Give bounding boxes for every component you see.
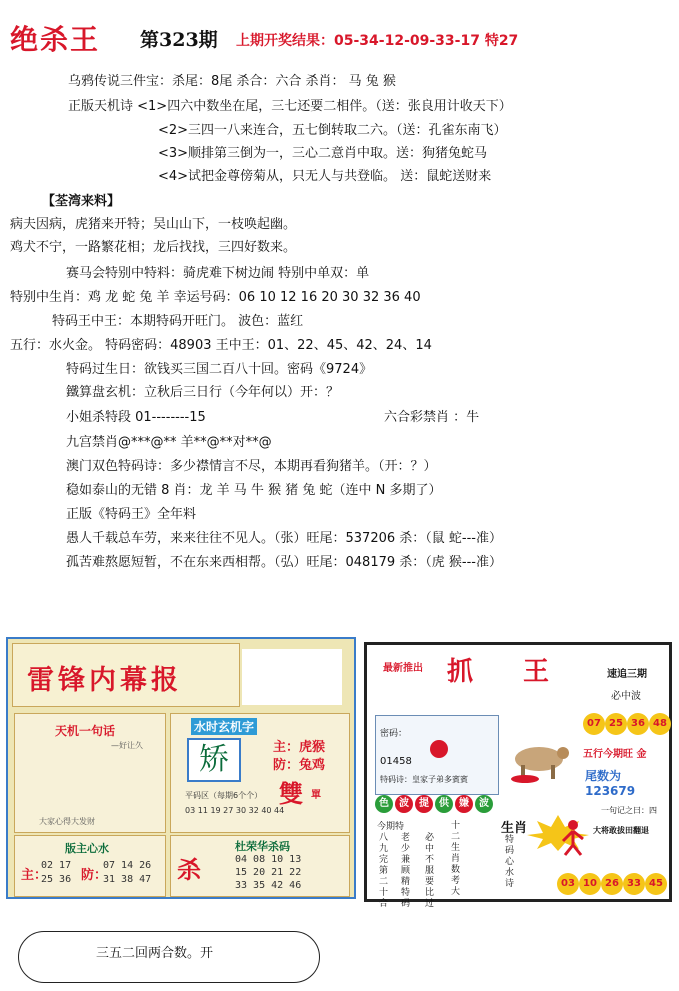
bizhong-label: 必中波 [611,691,641,702]
dujia-box [170,835,350,897]
line-abacus: 鐵算盘玄机：立秋后三日行（今年何以）开：？ [66,385,340,400]
line-poem-4: <4>试把金尊傍菊从，只无人与共登临。 送：鼠蛇送财来 [158,169,492,184]
ball-bottom-4: 33 [623,873,645,895]
line-annual-1: 愚人千载总车劳，来来往往不见人。（张）旺尾：537206 杀：（鼠 蛇---准） [66,531,502,546]
jin-qi-label: 今期特 [377,822,405,832]
brand-title: 绝杀王 [10,23,101,56]
ball-bottom-3: 26 [601,873,623,895]
tianji-box [14,713,166,833]
poster-leifeng-title: 雷锋内幕报 [27,665,182,696]
tema-xin-shui: 特码心水诗 [505,835,515,889]
line-birthday: 特码过生日：欲钱买三国二百八十回。密码《9724》 [66,362,373,377]
poster-leifeng-header [12,643,240,707]
line-poem-2: <2>三四一八来连合，五七倒转取二六。（送：孔雀东南飞） [158,123,507,138]
xuanji-box [170,713,350,833]
note-text-2: 大将敢拔田翻退 [593,826,649,835]
dancer-icon [559,819,587,855]
xuanji-label: 水时玄机字 [191,718,257,735]
poster-leifeng [6,637,356,899]
line-poem-3: <3>顺排第三倒为一，三心二意肖中取。送：狗猪兔蛇马 [158,146,488,161]
mini-note: 大家心得大发财 [39,817,95,826]
line-poem-1: 正版天机诗 <1>四六中数坐在尾，三七还要二相伴。（送：张良用计收天下） [68,99,512,114]
zhu-numbers-1: 02 17 [41,860,72,871]
banzhu-label: 版主心水 [65,842,109,855]
ball-bottom-2: 10 [579,873,601,895]
line-annual-2: 孤苦难熬愿短暂，不在东来西相帮。（弘）旺尾：048179 杀：（虎 猴---准） [66,555,502,570]
pingma-label: 平码区（每期6个个） [185,791,263,800]
mima-label: 密码： [380,729,408,739]
chip-2: 波 [395,795,413,813]
issue-number: 第323期 [140,29,218,51]
shuang-char: 雙 [279,780,303,808]
line-quanwan-1: 病夫因病，虎猪来开特；吴山山下，一枝唤起幽。 [10,217,297,232]
zhu-numbers-2: 25 36 [41,874,72,885]
mima-panel [375,715,499,795]
zhu-label: 主： [21,868,48,883]
tema-poem-label: 特码诗：皇家子弟多賓賓 [380,775,468,784]
ball-top-4: 48 [649,713,671,735]
mima-value: 01458 [380,756,412,767]
tianji-sub: —好让久 [111,741,143,750]
chip-3: 提 [415,795,433,813]
column-2: 老少兼顾精特码 [401,833,411,909]
big-character: 矫 [187,738,241,782]
line-macau-poem: 澳门双色特码诗：多少襟情言不尽，本期再看狗猪羊。（开：？） [66,459,437,474]
sha-char: 杀 [177,856,201,884]
line-nine-palace: 九宫禁肖@***@** 羊**@**对**@ [66,435,272,450]
line-forbidden: 六合彩禁肖 ：牛 [384,410,480,425]
bull-illustration [505,729,571,785]
note-text: 一句记之曰：四 [601,806,657,815]
ball-top-2: 25 [605,713,627,735]
fang-label: 防： [81,868,108,883]
poster-zhuawang [364,642,672,909]
main-zhu: 主：虎猴 [273,740,326,755]
fang-numbers-2: 31 38 47 [103,874,152,885]
poster-zhuawang-title: 抓王 [447,657,600,687]
line-lady-kill: 小姐杀特段 01--------15 [66,410,206,425]
weishu-label: 尾数为 123679 [585,769,636,798]
line-tema-king: 特码王中王：本期特码开旺门。 波色：蓝红 [52,314,304,329]
line-five-elements: 五行：水火金。 特码密码：48903 王中王：01、22、45、42、24、14 [10,338,432,353]
section-quanwan: 【荃湾来料】 [42,194,121,209]
tianji-label: 天机一句话 [55,724,116,738]
mima-chip [430,740,448,758]
ball-top-3: 36 [627,713,649,735]
shengxiao-label: 生肖 [501,821,528,836]
ball-bottom-5: 45 [645,873,667,895]
new-badge: 最新推出 [383,663,423,674]
line-three-treasures: 乌鸦传说三件宝：杀尾：8尾 杀合：六合 杀肖： 马 兔 猴 [68,74,396,89]
dujia-row-3: 33 35 42 46 [235,880,302,891]
chip-6: 波 [475,795,493,813]
main-fang: 防：兔鸡 [273,758,326,773]
fang-numbers-1: 07 14 26 [103,860,152,871]
chip-1: 色 [375,795,393,813]
line-annual: 正版《特码王》全年料 [66,507,197,522]
column-1: 八九完第二十合 [379,833,389,909]
line-horse-club: 赛马会特别中特料：骑虎难下树边闹 特别中单双：单 [66,266,370,281]
line-eight-zodiac: 稳如泰山的无错 8 肖：龙 羊 马 牛 猴 猪 兔 蛇（连中 N 多期了） [66,483,442,498]
dujia-row-2: 15 20 21 22 [235,867,302,878]
banzhu-box [14,835,166,897]
ball-top-1: 07 [583,713,605,735]
wuxing-label: 五行今期旺 金 [583,749,647,760]
previous-result: 上期开奖结果：05-34-12-09-33-17 特27 [236,33,519,49]
pingma-numbers: 03 11 19 27 30 32 40 44 [185,806,285,815]
ball-bottom-1: 03 [557,873,579,895]
blank-area [242,649,342,705]
column-3: 必中不服要比过 [425,833,435,909]
chip-5: 嫌 [455,795,473,813]
column-4: 十二生肖数考大 [451,821,461,897]
dujia-label: 杜荣华杀码 [235,840,290,853]
chip-4: 供 [435,795,453,813]
cloud-text: 三五二回两合数。开 [96,946,214,961]
dujia-row-1: 04 08 10 13 [235,854,302,865]
dan-char: 單 [311,790,321,801]
zhuizhui-label: 速追三期 [607,669,647,680]
line-zodiac-lucky: 特别中生肖：鸡 龙 蛇 兔 羊 幸运号码：06 10 12 16 20 30 32 36 40 [10,290,421,305]
line-quanwan-2: 鸡犬不宁，一路繁花相；龙后找找，三四好数来。 [10,240,297,255]
